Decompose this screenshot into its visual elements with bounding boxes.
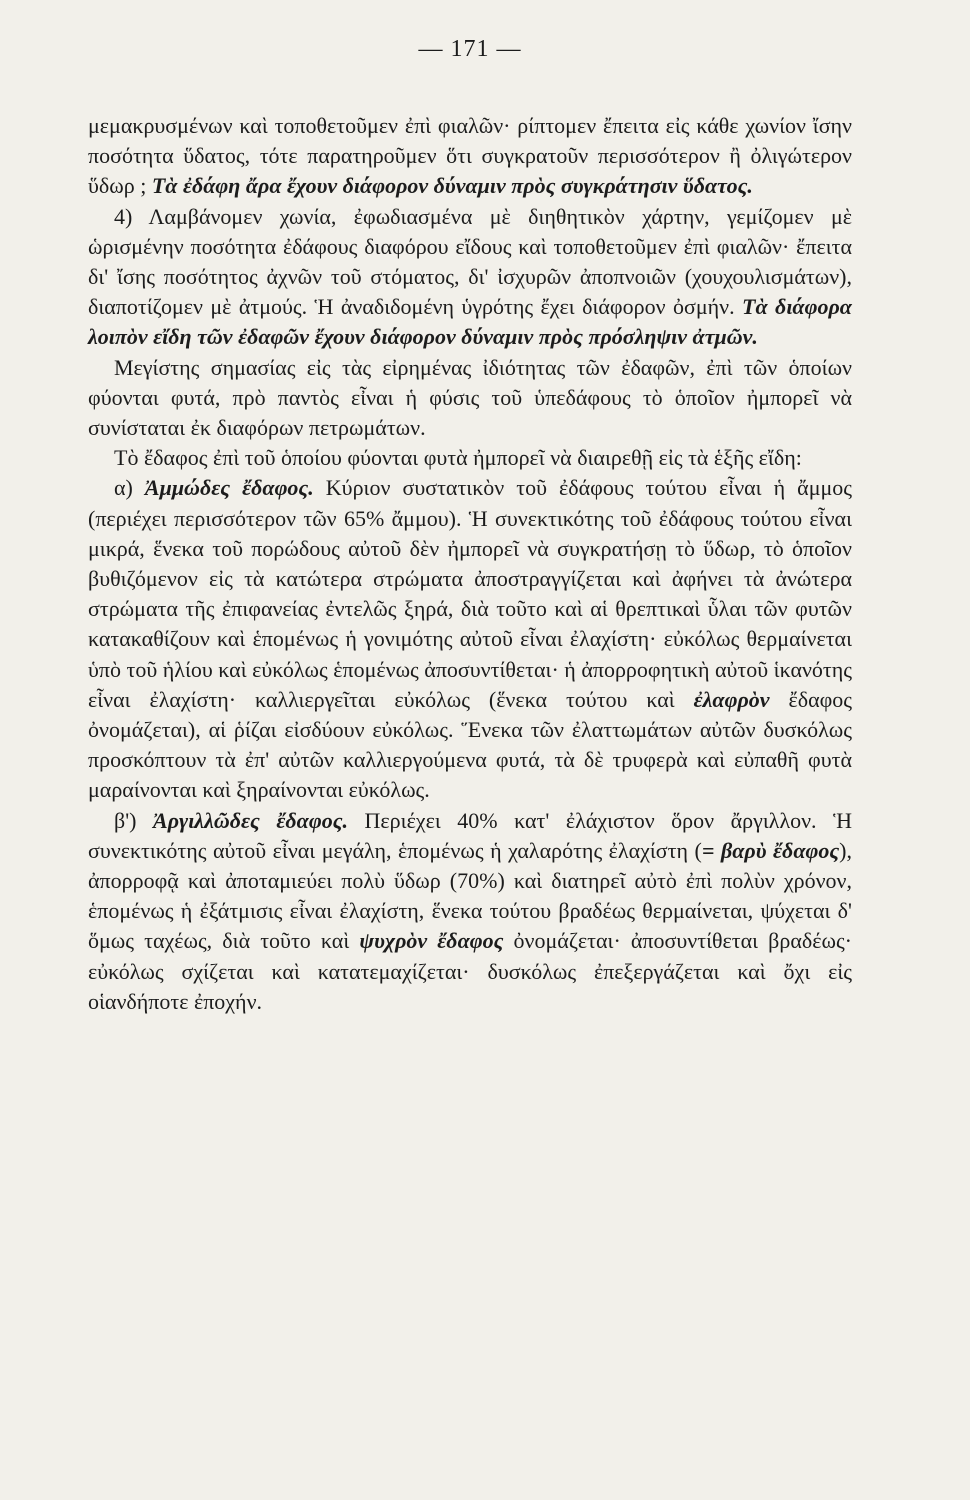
paragraph-5	[88, 473, 852, 805]
paragraph-6-text-b: ), ἀπορροφᾷ καὶ ἀποταμιεύει πολὺ ὕδωρ (70%) καὶ διατηρεῖ αὐτὸ ἐπὶ πολὺν χρόνον, ἑπομένως ἡ ἐξάτμισις εἶναι ἐλαχίστη, ἕνεκα τούτου βραδέως θερμαίνεται, ψύχεται δ' ὅμως ταχέως, διὰ τοῦτο καὶ	[88, 837, 852, 954]
paragraph-5-text-b: ἔδαφος ὀνομάζεται), αἱ ῥίζαι εἰσδύουν εὐκόλως. Ἕνεκα τῶν ἐλαττωμάτων αὐτῶν δυσκόλως προσκόπτουν τὰ ἐπ' αὐτῶν καλλιεργούμενα φυτά, τὰ δὲ τρυφερὰ καὶ εὐπαθῆ φυτὰ μαραίνονται καὶ ξηραίνονται εὐκόλως.	[88, 686, 853, 803]
body-text	[88, 111, 852, 1017]
paragraph-6-emphasis-b: ψυχρὸν ἔδαφος	[359, 928, 504, 954]
paragraph-4-text: Τὸ ἔδαφος ἐπὶ τοῦ ὁποίου φύονται φυτὰ ἠμπορεῖ νὰ διαιρεθῇ εἰς τὰ ἑξῆς εἴδη:	[114, 445, 802, 471]
paragraph-5-heading: Ἀμμώδες ἔδαφος.	[144, 475, 314, 501]
paragraph-6	[88, 806, 852, 1017]
paragraph-5-text-a: Κύριον συστατικὸν τοῦ ἐδάφους τούτου εἶναι ἡ ἄμμος (περιέχει περισσότερον τῶν 65% ἄμμου). Ἡ συνεκτικότης τοῦ ἐδάφους τούτου εἶναι μικρά, ἕνεκα τοῦ πορώδους αὐτοῦ δὲν ἠμπορεῖ νὰ συγκρατήσῃ τὸ ὕδωρ, τὸ ὁποῖον βυθιζόμενον εἰς τὰ κατώτερα στρώματα ἀποστραγγίζεται καὶ ἀφήνει τὰ ἀνώτερα στρώματα τῆς ἐπιφανείας ἐντελῶς ξηρά, διὰ τοῦτο καὶ αἱ θρεπτικαὶ ὗλαι τῶν φυτῶν κατακαθίζουν καὶ ἑπομένως ἡ γονιμότης αὐτοῦ εἶναι ἐλαχίστη· εὐκόλως θερμαίνεται ὑπὸ τοῦ ἡλίου καὶ εὐκόλως ἑπομένως ἀποσυντίθεται· ἡ ἀπορροφητικὴ αὐτοῦ ἱκανότης εἶναι ἐλαχίστη· καλλιεργεῖται εὐκόλως (ἕνεκα τούτου καὶ	[88, 475, 852, 712]
paragraph-1-text: μεμακρυσμένων καὶ τοποθετοῦμεν ἐπὶ φιαλῶν· ρίπτομεν ἔπειτα εἰς κάθε χωνίον ἴσην ποσότητα ὕδατος, τότε παρατηροῦμεν ὅτι συγκρατοῦν περισσότερον ἢ ὀλιγώτερον ὕδωρ ;	[88, 113, 852, 199]
paragraph-4	[88, 443, 852, 473]
paragraph-5-emphasis: ἐλαφρὸν	[693, 686, 770, 712]
paragraph-6-heading: Ἀργιλλῶδες ἔδαφος.	[153, 807, 349, 833]
paragraph-6-text-c: ὀνομάζεται· ἀποσυντίθεται βραδέως· εὐκόλως σχίζεται καὶ κατατεμαχίζεται· δυσκόλως ἐπεξεργάζεται καὶ ὄχι εἰς οἱανδήποτε ἐποχήν.	[88, 928, 852, 1014]
page-number: — 171 —	[418, 36, 522, 62]
paragraph-2-text: 4) Λαμβάνομεν χωνία, ἐφωδιασμένα μὲ διηθητικὸν χάρτην, γεμίζομεν μὲ ὡρισμένην ποσότητα ἐδάφους διαφόρου εἴδους καὶ τοποθετοῦμεν ἐπὶ φιαλῶν· ἔπειτα δι' ἴσης ποσότητος ἀχνῶν τοῦ στόματος, δι' ἰσχυρῶν ἀποπνοιῶν (χουχουλισμάτων), διαποτίζομεν μὲ ἀτμούς. Ἡ ἀναδιδομένη ὑγρότης ἔχει διάφορον ὀσμήν.	[88, 203, 852, 320]
paragraph-2-emphasis: Τὰ διάφορα λοιπὸν εἴδη τῶν ἐδαφῶν ἔχουν διάφορον δύναμιν πρὸς πρόσληψιν ἀτμῶν.	[88, 294, 852, 350]
paragraph-6-label: β')	[114, 807, 154, 833]
paragraph-1	[88, 111, 852, 202]
paragraph-5-label: α)	[114, 475, 145, 501]
paragraph-2	[88, 202, 852, 353]
paragraph-6-emphasis-a: = βαρὺ ἔδαφος	[701, 837, 840, 863]
paragraph-3	[88, 353, 852, 444]
paragraph-1-emphasis: Τὰ ἐδάφη ἄρα ἔχουν διάφορον δύναμιν πρὸς συγκράτησιν ὕδατος.	[151, 173, 753, 199]
paragraph-6-text-a: Περιέχει 40% κατ' ἐλάχιστον ὅρον ἄργιλλον. Ἡ συνεκτικότης αὐτοῦ εἶναι μεγάλη, ἑπομένως ἡ χαλαρότης ἐλαχίστη (	[88, 807, 853, 863]
paragraph-3-text: Μεγίστης σημασίας εἰς τὰς εἰρημένας ἰδιότητας τῶν ἐδαφῶν, ἐπὶ τῶν ὁποίων φύονται φυτά, πρὸ παντὸς εἶναι ἡ φύσις τοῦ ὑπεδάφους τὸ ὁποῖον ἠμπορεῖ νὰ συνίσταται ἐκ διαφόρων πετρωμάτων.	[88, 354, 852, 441]
